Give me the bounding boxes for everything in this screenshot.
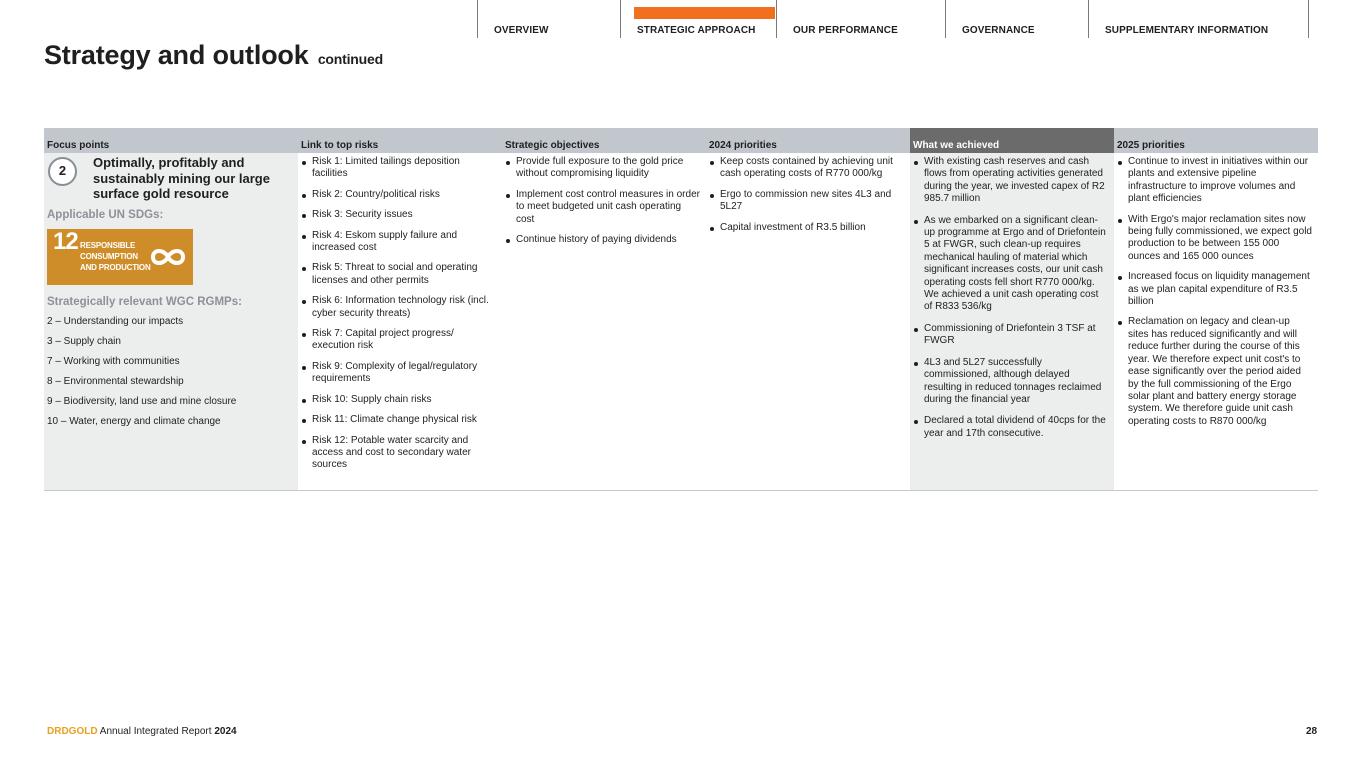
objectives-list [502, 153, 706, 246]
sdg-title-line-3: AND PRODUCTION [80, 263, 151, 272]
focus-number: 2 [58, 163, 67, 179]
page-title-suffix: continued [317, 51, 383, 67]
priorities-2025-cell [1114, 153, 1318, 490]
focus-title: Optimally, profitably and sustainably mining our large surface gold resource [93, 155, 270, 202]
objective-item: Implement cost control measures in order to meet budgeted unit cash operating cost [505, 189, 700, 226]
page-title-text: Strategy and outlook [44, 40, 309, 70]
risk-item: Risk 3: Security issues [301, 209, 496, 221]
risk-item: Risk 2: Country/political risks [301, 189, 496, 201]
priority-2024-item: Ergo to commission new sites 4L3 and 5L27 [709, 189, 904, 214]
footer-year: 2024 [214, 726, 237, 737]
priority-2024-item: Keep costs contained by achieving unit cash operating costs of R770 000/kg [709, 156, 904, 181]
wgc-item: 10 – Water, energy and climate change [47, 416, 221, 427]
sdg-title-line-1: RESPONSIBLE [80, 241, 136, 250]
achieved-item: Commissioning of Driefontein 3 TSF at FWGR [913, 323, 1108, 348]
priority-2025-item: Increased focus on liquidity management as we plan capital expenditure of R3.5 billion [1117, 271, 1312, 308]
header-focus-points: Focus points [44, 128, 298, 153]
header-strategic-objectives: Strategic objectives [502, 128, 706, 153]
objective-item: Provide full exposure to the gold price without compromising liquidity [505, 156, 700, 181]
achieved-list [910, 153, 1114, 440]
sdg-title [80, 240, 151, 273]
priorities-2025-list [1114, 153, 1318, 428]
achieved-item: With existing cash reserves and cash flows from operating activities generated during the year, we invested capex of R2 985.7 million [913, 156, 1108, 206]
achieved-item: As we embarked on a significant clean-up programme at Ergo and of Driefontein 5 at FWGR, such clean-up requires mechanical hauling of material which significant increases costs, our unit cash operating costs fell short R770 000/kg. We achieved a unit cash operating cost of R833 536/kg [913, 215, 1108, 314]
focus-points-cell [44, 153, 298, 490]
risk-item: Risk 9: Complexity of legal/regulatory requirements [301, 361, 496, 386]
header-link-to-top-risks: Link to top risks [298, 128, 502, 153]
header-what-we-achieved: What we achieved [910, 128, 1114, 153]
priorities-2024-cell [706, 153, 910, 490]
sdg-number: 12 [53, 228, 78, 255]
wgc-item: 3 – Supply chain [47, 336, 121, 347]
top-risks-cell [298, 153, 502, 490]
strategic-objectives-cell [502, 153, 706, 490]
top-navigation [477, 0, 1309, 38]
focus-number-badge [48, 157, 77, 186]
strategy-table [44, 128, 1318, 491]
nav-tab-our-performance[interactable]: OUR PERFORMANCE [776, 0, 945, 38]
sdg-title-line-2: CONSUMPTION [80, 252, 138, 261]
wgc-item: 7 – Working with communities [47, 356, 180, 367]
risk-item: Risk 12: Potable water scarcity and access and cost to secondary water sources [301, 435, 496, 472]
infinity-loop-icon [149, 244, 187, 270]
page-title [44, 40, 383, 71]
wgc-item: 2 – Understanding our impacts [47, 316, 184, 327]
priority-2025-item: Continue to invest in initiatives within our plants and extensive pipeline infrastructure to improve volumes and plant efficiencies [1117, 156, 1312, 206]
wgc-label: Strategically relevant WGC RGMPs: [47, 296, 242, 308]
footer [47, 726, 237, 737]
risk-item: Risk 1: Limited tailings deposition facilities [301, 156, 496, 181]
risks-list [298, 153, 502, 472]
header-2024-priorities: 2024 priorities [706, 128, 910, 153]
sdg-12-tile [47, 229, 193, 285]
nav-tab-governance[interactable]: GOVERNANCE [945, 0, 1088, 38]
page-number: 28 [1306, 726, 1318, 737]
priority-2024-item: Capital investment of R3.5 billion [709, 222, 904, 234]
risk-item: Risk 10: Supply chain risks [301, 394, 496, 406]
wgc-item: 9 – Biodiversity, land use and mine closure [47, 396, 237, 407]
wgc-item: 8 – Environmental stewardship [47, 376, 184, 387]
header-2025-priorities: 2025 priorities [1114, 128, 1318, 153]
risk-item: Risk 5: Threat to social and operating licenses and other permits [301, 262, 496, 287]
footer-brand: DRDGOLD [47, 726, 98, 737]
priority-2025-item: Reclamation on legacy and clean-up sites has reduced significantly and will reduce further during the course of this year. We therefore expect unit cost's to ease significantly over the period aided by the full commissioning of the Ergo solar plant and battery energy storage system. We therefore guide unit cash operating costs to R870 000/kg [1117, 316, 1312, 428]
priorities-2024-list [706, 153, 910, 234]
wgc-list [47, 316, 236, 436]
achieved-cell [910, 153, 1114, 490]
risk-item: Risk 6: Information technology risk (incl. cyber security threats) [301, 295, 496, 320]
priority-2025-item: With Ergo's major reclamation sites now being fully commissioned, we expect gold production to be between 155 000 ounces and 165 000 ounces [1117, 214, 1312, 264]
risk-item: Risk 11: Climate change physical risk [301, 414, 496, 426]
achieved-item: Declared a total dividend of 40cps for the year and 17th consecutive. [913, 415, 1108, 440]
achieved-item: 4L3 and 5L27 successfully commissioned, although delayed resulting in reduced tonnages reclaimed during the financial year [913, 357, 1108, 407]
nav-tab-supplementary-information[interactable]: SUPPLEMENTARY INFORMATION [1088, 0, 1309, 38]
risk-item: Risk 4: Eskom supply failure and increased cost [301, 230, 496, 255]
nav-tab-overview[interactable]: OVERVIEW [477, 0, 620, 38]
objective-item: Continue history of paying dividends [505, 234, 700, 246]
footer-report-name: Annual Integrated Report [99, 726, 212, 737]
sdg-label: Applicable UN SDGs: [47, 209, 164, 221]
nav-tab-strategic-approach[interactable]: STRATEGIC APPROACH [620, 0, 776, 38]
risk-item: Risk 7: Capital project progress/ execution risk [301, 328, 496, 353]
